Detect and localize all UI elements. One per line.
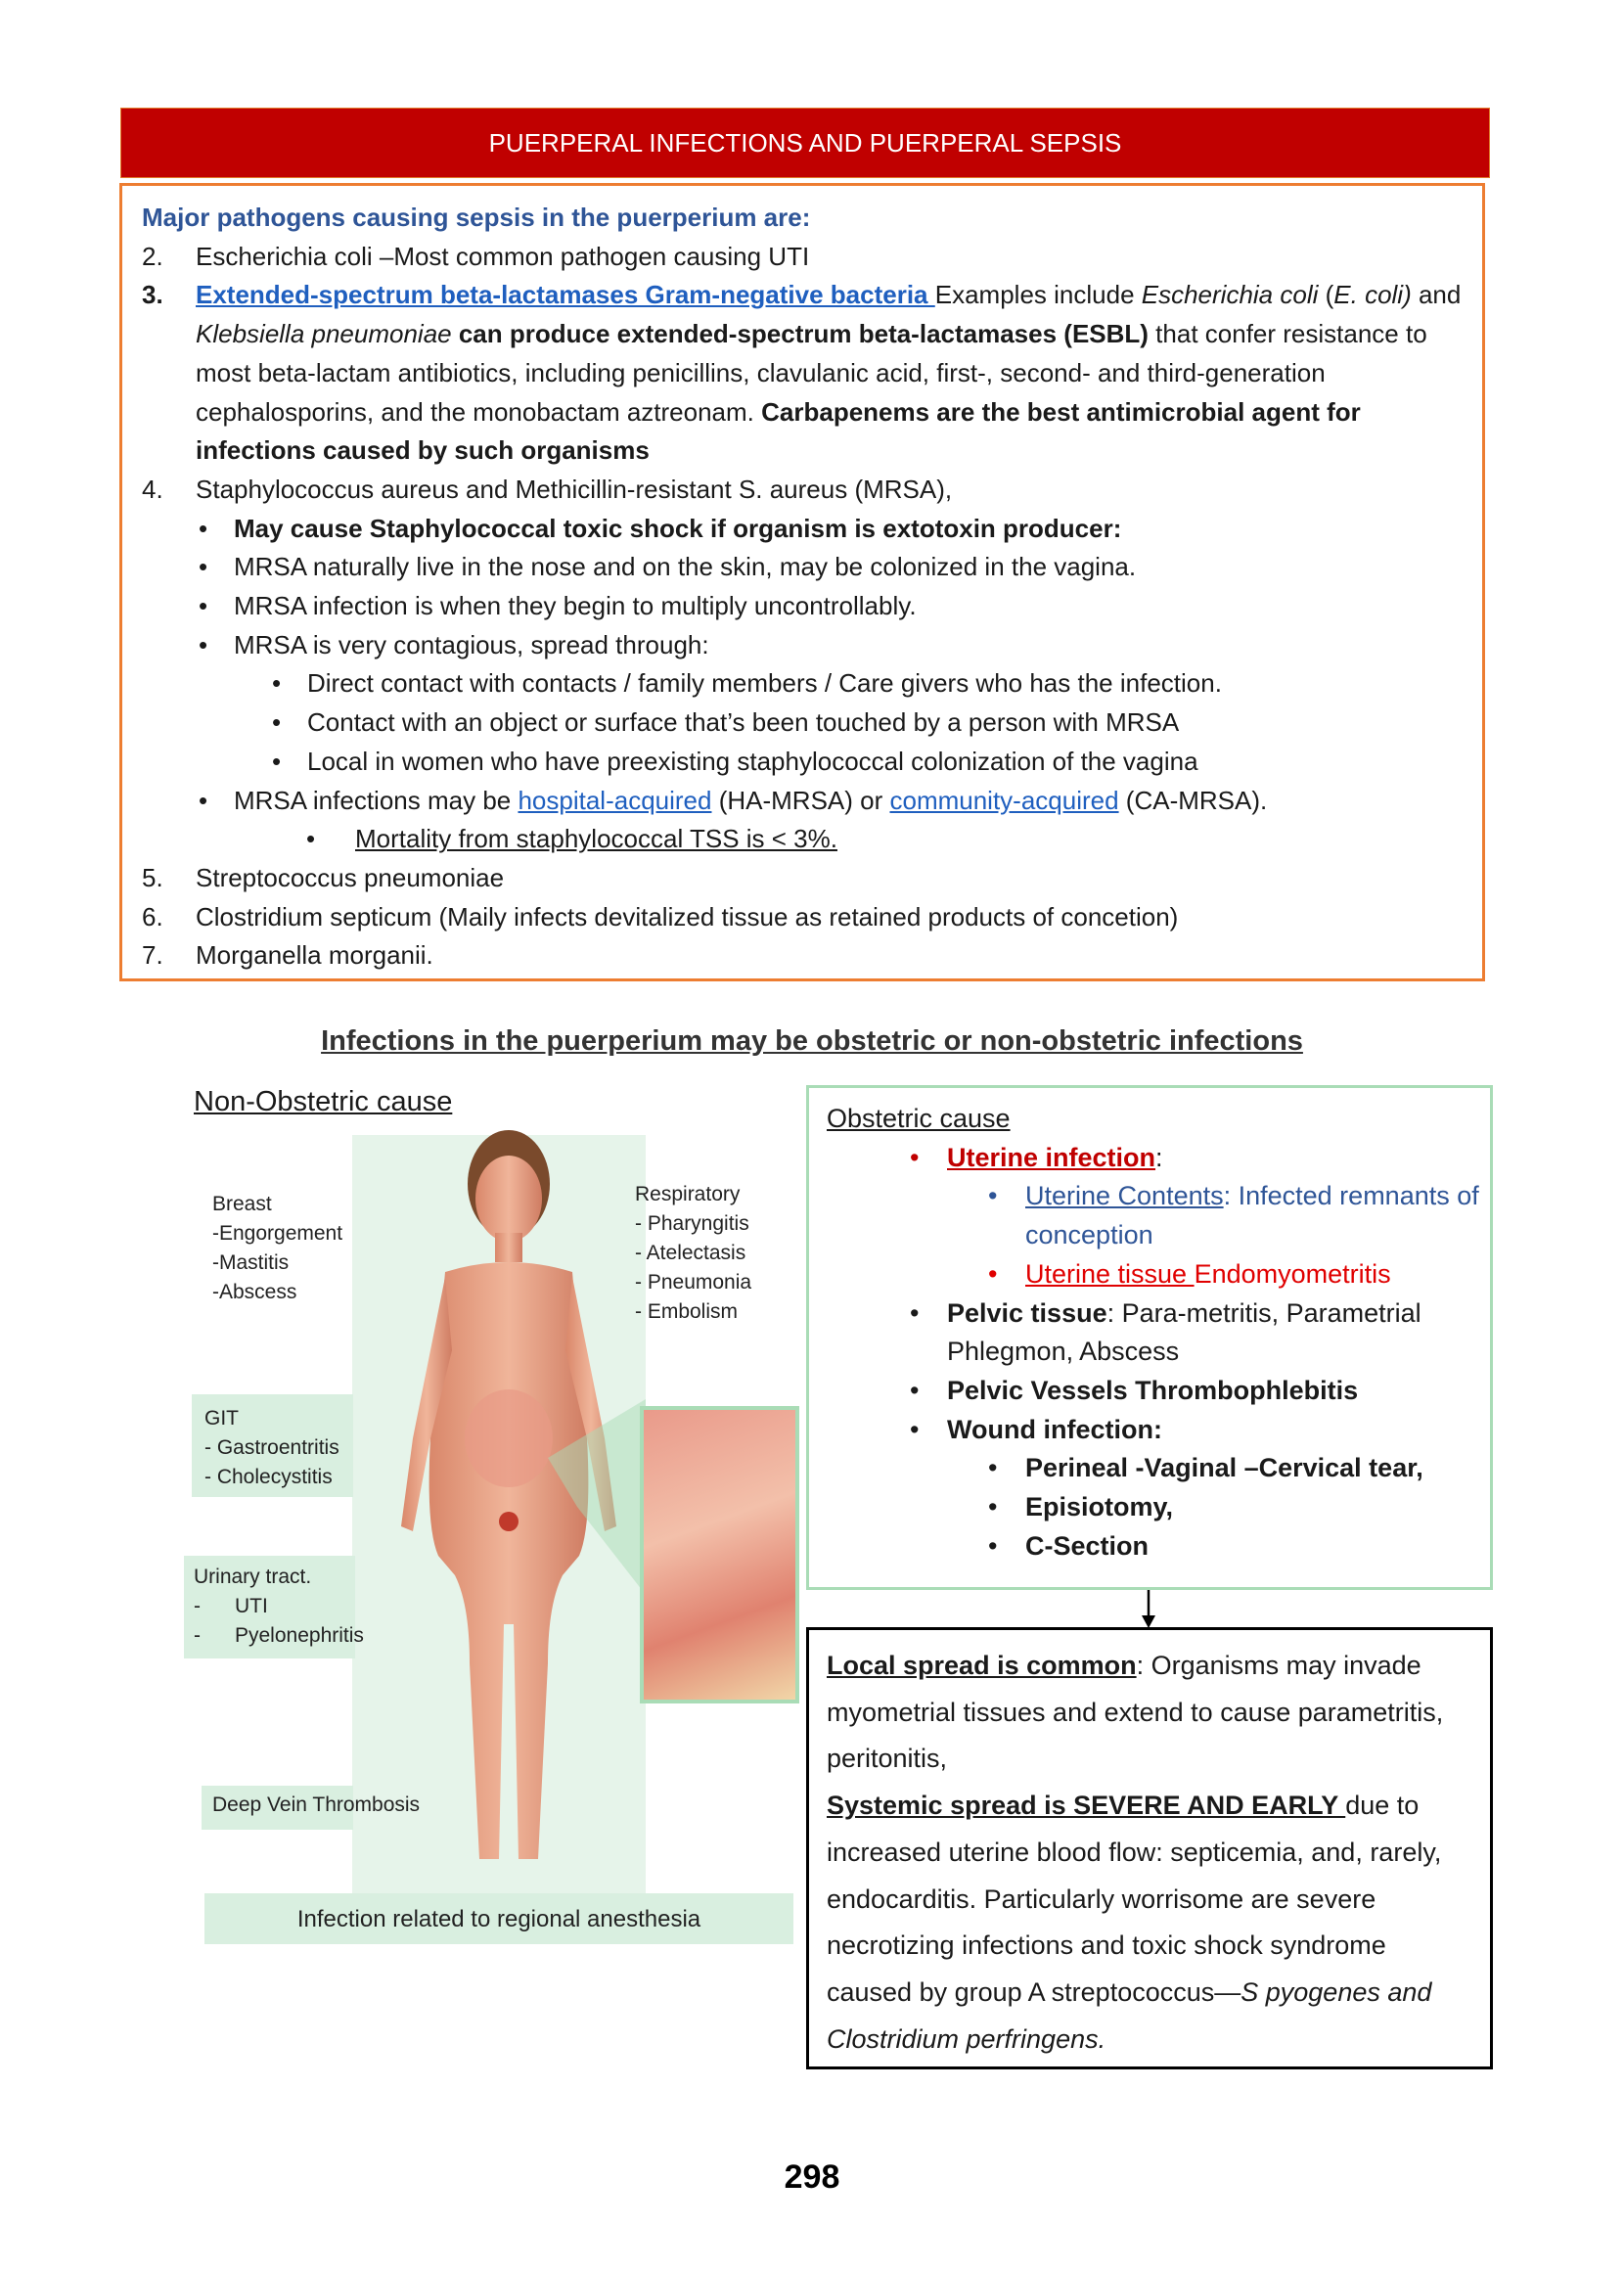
item-text: Clostridium septicum (Maily infects devitalized tissue as retained products of concetion) xyxy=(196,901,1179,931)
item-number: 4. xyxy=(142,474,163,504)
text: MRSA infections may be xyxy=(234,785,519,815)
item-number: 3. xyxy=(142,280,163,310)
zoom-wedge xyxy=(548,1399,646,1595)
bullet-icon: • xyxy=(199,629,208,659)
bullet-icon: • xyxy=(199,591,208,621)
obstetric-title: Obstetric cause xyxy=(827,1104,1011,1133)
pathogens-heading: Major pathogens causing sepsis in the puerperium are: xyxy=(142,203,811,232)
bullet-text: Mortality from staphylococcal TSS is < 3%. xyxy=(355,824,837,854)
label-line: - Gastroentritis xyxy=(204,1436,339,1459)
bullet-icon: • xyxy=(199,513,208,543)
bullet-icon: • xyxy=(272,707,282,738)
bullet-item xyxy=(142,820,1463,859)
bullet-text: Episiotomy, xyxy=(1025,1492,1174,1522)
bullet-text: MRSA infection is when they begin to multiply uncontrollably. xyxy=(234,591,917,621)
bullet-icon: • xyxy=(910,1142,920,1172)
item-text: Streptococcus pneumoniae xyxy=(196,862,505,892)
sub-bullet-item xyxy=(142,743,1463,782)
bullet-text xyxy=(947,1139,1163,1178)
bullet-text: Wound infection: xyxy=(947,1414,1162,1444)
list-item xyxy=(142,936,1463,976)
label-line: GIT xyxy=(204,1407,239,1430)
bullet-text: MRSA is very contagious, spread through: xyxy=(234,629,709,659)
bullet-text xyxy=(1025,1255,1391,1294)
bullet-item xyxy=(142,548,1463,587)
bullet-text xyxy=(947,1294,1480,1372)
bullet-text xyxy=(234,782,1267,821)
local-spread-text: : Organisms may invade myometrial tissues and extend to cause parametritis, peritonitis, xyxy=(827,1651,1444,1774)
bullet-icon: • xyxy=(199,785,208,815)
header-title: PUERPERAL INFECTIONS AND PUERPERAL SEPSIS xyxy=(488,127,1122,158)
hospital-acquired-link[interactable]: hospital-acquired xyxy=(518,785,712,815)
anesthesia-label: Infection related to regional anesthesia xyxy=(296,1906,701,1932)
text: ( xyxy=(1318,280,1334,310)
bullet-icon: • xyxy=(272,746,282,776)
bullet-text: May cause Staphylococcal toxic shock if organism is extotoxin producer: xyxy=(234,513,1122,543)
sub-bullet-item xyxy=(827,1488,1480,1527)
spread-box xyxy=(806,1627,1493,2069)
bullet-icon: • xyxy=(306,824,316,854)
bullet-item xyxy=(142,626,1463,665)
text: Uterine infection xyxy=(947,1142,1156,1172)
bullet-icon: • xyxy=(910,1375,920,1405)
bullet-item xyxy=(827,1139,1480,1178)
sub-bullet-item xyxy=(827,1255,1480,1294)
label-line: - UTI xyxy=(194,1595,268,1617)
list-item xyxy=(142,898,1463,937)
bullet-icon: • xyxy=(272,668,282,699)
item-number: 7. xyxy=(142,940,163,971)
urinary-label xyxy=(194,1563,364,1651)
item-number: 6. xyxy=(142,901,163,931)
bullet-text: Local in women who have preexisting staphylococcal colonization of the vagina xyxy=(307,746,1198,776)
list-item xyxy=(142,276,1463,471)
text: Pelvic tissue xyxy=(947,1297,1107,1328)
bullet-text: C-Section xyxy=(1025,1530,1150,1561)
text: Klebsiella pneumoniae xyxy=(196,319,452,349)
bullet-item xyxy=(142,510,1463,549)
bullet-icon: • xyxy=(988,1453,998,1483)
text: can produce extended-spectrum beta-lactamases (ESBL) xyxy=(451,319,1149,349)
bullet-text: Perineal -Vaginal –Cervical tear, xyxy=(1025,1453,1423,1483)
label-line: Urinary tract. xyxy=(194,1566,312,1588)
label-line: -Abscess xyxy=(212,1281,297,1303)
text: : Para-metritis, Parametrial Phlegmon, Abscess xyxy=(947,1297,1421,1367)
item-text xyxy=(196,276,1463,471)
text: Carbapenems are the best antimicrobial agent for infections caused by such organisms xyxy=(196,396,1361,466)
text: : Infected remnants of conception xyxy=(1025,1181,1479,1250)
bullet-text xyxy=(1025,1177,1480,1254)
list-item xyxy=(142,238,1463,277)
text: Uterine Contents xyxy=(1025,1181,1224,1211)
text: (CA-MRSA). xyxy=(1118,785,1268,815)
bullet-icon: • xyxy=(988,1258,998,1289)
esbl-link[interactable]: Extended-spectrum beta-lactamases Gram-negative bacteria xyxy=(196,280,935,310)
text: Examples include xyxy=(934,280,1142,310)
item-number: 2. xyxy=(142,241,163,271)
pathogens-box xyxy=(119,183,1485,981)
text: Escherichia coli xyxy=(1141,280,1319,310)
bullet-text: Direct contact with contacts / family members / Care givers who has the infection. xyxy=(307,668,1222,699)
sub-bullet-item xyxy=(827,1527,1480,1566)
page-header-banner xyxy=(120,108,1490,178)
text: and xyxy=(1411,280,1462,310)
page-number: 298 xyxy=(784,2158,840,2196)
community-acquired-link[interactable]: community-acquired xyxy=(889,785,1119,815)
bullet-text: MRSA naturally live in the nose and on the skin, may be colonized in the vagina. xyxy=(234,552,1137,582)
item-text: Escherichia coli –Most common pathogen causing UTI xyxy=(196,241,810,271)
sub-bullet-item xyxy=(827,1449,1480,1488)
systemic-spread-heading: Systemic spread is SEVERE AND EARLY xyxy=(827,1791,1346,1821)
obstetric-cause-box xyxy=(806,1085,1493,1590)
label-line: Respiratory xyxy=(635,1183,741,1205)
bullet-text: Pelvic Vessels Thrombophlebitis xyxy=(947,1375,1359,1405)
bullet-item xyxy=(827,1411,1480,1450)
dvt-label: Deep Vein Thrombosis xyxy=(212,1793,421,1816)
label-line: - Pneumonia xyxy=(635,1271,752,1294)
bullet-icon: • xyxy=(910,1414,920,1444)
systemic-spread-text: due to increased uterine blood flow: septicemia, and, rarely, endocarditis. Particularly worrisome are severe necrotizing infections and toxic shock syndrome caused by group A streptococcus— xyxy=(827,1791,1442,2007)
label-line: -Mastitis xyxy=(212,1251,290,1274)
label-line: -Engorgement xyxy=(212,1222,343,1245)
label-line: - Embolism xyxy=(635,1300,739,1323)
bullet-item xyxy=(142,587,1463,626)
label-line: - Atelectasis xyxy=(635,1242,746,1264)
bullet-icon: • xyxy=(199,552,208,582)
text: Endomyometritis xyxy=(1194,1258,1391,1289)
non-obstetric-title: Non-Obstetric cause xyxy=(194,1086,453,1117)
bullet-item xyxy=(827,1372,1480,1411)
bullet-icon: • xyxy=(988,1492,998,1522)
bullet-item xyxy=(827,1294,1480,1372)
respiratory-label xyxy=(635,1180,751,1327)
label-line: - Pharyngitis xyxy=(635,1212,749,1235)
bullet-text: Contact with an object or surface that’s been touched by a person with MRSA xyxy=(307,707,1180,738)
section-title: Infections in the puerperium may be obstetric or non-obstetric infections xyxy=(321,1025,1303,1057)
text: : xyxy=(1155,1142,1163,1172)
systemic-spread-organisms: S pyogenes and Clostridium perfringens. xyxy=(827,1976,1432,2054)
label-line: Breast xyxy=(212,1193,272,1215)
list-item xyxy=(142,859,1463,898)
bullet-item xyxy=(142,782,1463,821)
uterus-inset-image xyxy=(640,1406,799,1703)
item-number: 5. xyxy=(142,862,163,892)
sub-bullet-item xyxy=(142,704,1463,743)
sub-bullet-item xyxy=(142,664,1463,704)
text: E. coli) xyxy=(1333,280,1412,310)
text: (HA-MRSA) or xyxy=(711,785,890,815)
item-text: Staphylococcus aureus and Methicillin-resistant S. aureus (MRSA), xyxy=(196,474,953,504)
local-spread-heading: Local spread is common xyxy=(827,1651,1137,1680)
git-label xyxy=(204,1404,339,1492)
item-text: Morganella morganii. xyxy=(196,940,433,971)
bullet-icon: • xyxy=(910,1297,920,1328)
label-line: - Pyelonephritis xyxy=(194,1624,364,1647)
label-line: - Cholecystitis xyxy=(204,1466,333,1488)
text: that confer resistance to most beta-lactam antibiotics, including penicillins, clavulanic acid, first-, second- and third-generation cephalosporins, and the monobactam aztreonam. xyxy=(196,319,1427,427)
bullet-icon: • xyxy=(988,1530,998,1561)
sub-bullet-item xyxy=(827,1177,1480,1254)
list-item xyxy=(142,471,1463,510)
breast-label xyxy=(212,1190,342,1307)
arrow-down-icon xyxy=(1141,1590,1156,1629)
text: Uterine tissue xyxy=(1025,1258,1195,1289)
bullet-icon: • xyxy=(988,1181,998,1211)
